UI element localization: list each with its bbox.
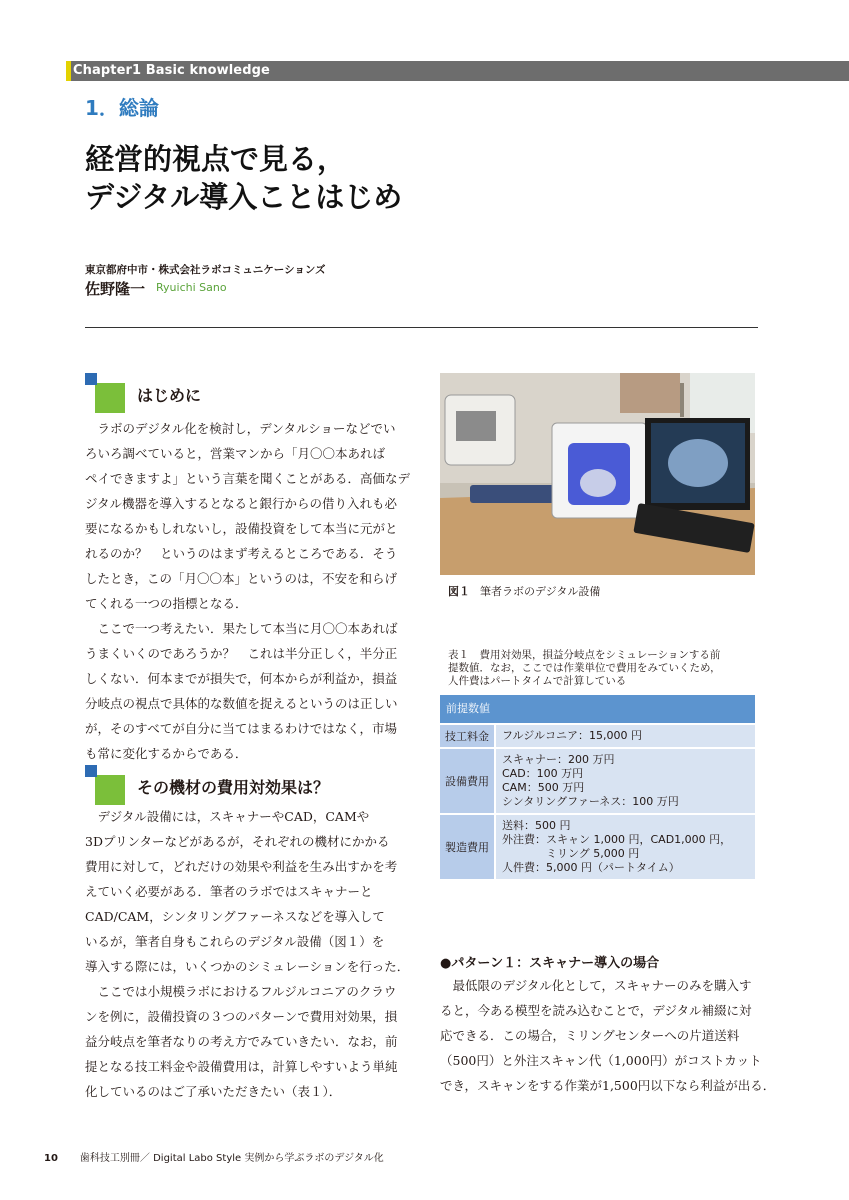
table-header: 前提数値 <box>440 695 755 723</box>
heading-green-square <box>95 383 125 413</box>
text-line: いるが，筆者自身もこれらのデジタル設備（図１）を <box>85 934 385 949</box>
text-line: 応できる．この場合，ミリングセンターへの片道送料 <box>440 1028 740 1043</box>
text-line: 提となる技工料金や設備費用は，計算しやすいよう単純 <box>85 1059 398 1074</box>
figure-caption <box>448 583 600 599</box>
heading-text: その機材の費用対効果は？ <box>137 778 330 797</box>
pattern-heading: ●パターン１：スキャナー導入の場合 <box>440 956 660 971</box>
title-divider <box>85 327 758 328</box>
value-line: CAD：100 万円 <box>502 767 584 780</box>
figure-label: 図１ <box>448 585 470 598</box>
text-line: てくれる一つの指標となる． <box>85 596 248 611</box>
text-line: 分岐点の視点で具体的な数値を捉えるというのは正しい <box>85 696 398 711</box>
row-value <box>496 725 755 747</box>
text-line: 要になるかもしれないし，設備投資をして本当に元がと <box>85 521 398 536</box>
text-line: れるのか？ というのはまず考えるところである．そう <box>85 546 398 561</box>
caption-line: 人件費はパートタイムで計算している <box>448 675 627 687</box>
table-row <box>440 747 755 813</box>
text-line: ると，今ある模型を読み込むことで，デジタル補綴に対 <box>440 1003 752 1018</box>
paragraph <box>85 416 411 766</box>
text-line: えていく必要がある．筆者のラボではスキャナーと <box>85 884 373 899</box>
value-line: スキャナー：200 万円 <box>502 753 615 766</box>
author-name-english: Ryuichi Sano <box>156 281 227 294</box>
value-line: ミリング 5,000 円 <box>502 847 640 860</box>
text-line: うまくいくのであろうか？ これは半分正しく，半分正 <box>85 646 398 661</box>
text-line: CAD/CAM，シンタリングファーネスなどを導入して <box>85 909 385 924</box>
table-row <box>440 813 755 879</box>
text-line: しくない．何本までが損失で，何本からが利益か，損益 <box>85 671 398 686</box>
value-line: フルジルコニア：15,000 円 <box>502 729 642 742</box>
chapter-bar <box>66 61 849 81</box>
page-number: 10 <box>44 1153 58 1164</box>
author-name: 佐野隆一 <box>85 280 146 298</box>
value-line: 人件費：5,000 円（パートタイム） <box>502 861 680 874</box>
publication-title: 歯科技工別冊／ Digital Labo Style 実例から学ぶラボのデジタル化 <box>79 1153 384 1164</box>
article-title <box>85 140 402 216</box>
heading-text: はじめに <box>137 386 202 405</box>
text-line: ろいろ調べていると，営業マンから「月〇〇本あれば <box>85 446 386 461</box>
value-line: 外注費：スキャン 1,000 円，CAD1,000 円， <box>502 833 732 846</box>
text-line: ジタル機器を導入するとなると銀行からの借り入れも必 <box>85 496 398 511</box>
text-line: も常に変化するからである． <box>85 746 248 761</box>
text-line: したとき，この「月〇〇本」というのは，不安を和らげ <box>85 571 398 586</box>
lab-equipment-photo <box>440 373 755 575</box>
text-line: 益分岐点を筆者なりの考え方でみていきたい．なお，前 <box>85 1034 398 1049</box>
row-label: 技工料金 <box>440 725 494 747</box>
text-line: ンを例に，設備投資の３つのパターンで費用対効果，損 <box>85 1009 398 1024</box>
title-line-2: デジタル導入ことはじめ <box>85 180 403 214</box>
text-line: ここでは小規模ラボにおけるフルジルコニアのクラウ <box>97 984 397 999</box>
text-line: ペイできますよ」という言葉を聞くことがある．高価なデ <box>85 471 411 486</box>
caption-line: 提数値．なお，ここでは作業単位で費用をみていくため， <box>448 662 721 674</box>
caption-line: 表１ 費用対効果，損益分岐点をシミュレーションする前 <box>448 649 721 661</box>
text-line: 最低限のデジタル化として，スキャナーのみを購入す <box>452 978 752 993</box>
value-line: 送料：500 円 <box>502 819 571 832</box>
title-line-1: 経営的視点で見る， <box>85 142 347 176</box>
table-row <box>440 723 755 747</box>
text-line: （500円）と外注スキャン代（1,000円）がコストカット <box>440 1053 762 1068</box>
text-line: 3Dプリンターなどがあるが，それぞれの機材にかかる <box>85 834 390 849</box>
text-line: ここで一つ考えたい．果たして本当に月〇〇本あれば <box>97 621 398 636</box>
value-line: シンタリングファーネス：100 万円 <box>502 795 679 808</box>
author-affiliation: 東京都府中市・株式会社ラボコミュニケーションズ <box>85 264 326 276</box>
page-footer <box>44 1149 384 1164</box>
text-line: ラボのデジタル化を検討し，デンタルショーなどでい <box>97 421 396 436</box>
table-caption <box>448 649 753 688</box>
row-value <box>496 749 755 813</box>
section-number: 1．総論 <box>85 96 159 120</box>
pattern-paragraph <box>440 973 776 1098</box>
text-line: が，そのすべてが自分に当てはまるわけではなく，市場 <box>85 721 398 736</box>
text-line: 費用に対して，どれだけの効果や利益を生み出すかを考 <box>85 859 398 874</box>
heading-blue-square <box>85 373 97 385</box>
text-line: デジタル設備には，スキャナーやCAD，CAMや <box>97 809 370 824</box>
text-line: 化しているのはご了承いただきたい（表１）． <box>85 1084 342 1099</box>
heading-green-square <box>95 775 125 805</box>
chapter-accent <box>66 61 71 81</box>
row-label: 製造費用 <box>440 815 494 879</box>
chapter-label: Chapter1 Basic knowledge <box>73 63 270 78</box>
value-line: CAM：500 万円 <box>502 781 585 794</box>
paragraph <box>85 804 410 1104</box>
text-line: でき，スキャンをする作業が1,500円以下なら利益が出る． <box>440 1078 776 1093</box>
heading-blue-square <box>85 765 97 777</box>
row-label: 設備費用 <box>440 749 494 813</box>
figure-caption-text: 筆者ラボのデジタル設備 <box>480 585 601 598</box>
row-value <box>496 815 755 879</box>
photo-illustration <box>440 373 755 575</box>
text-line: 導入する際には，いくつかのシミュレーションを行った． <box>85 959 410 974</box>
premise-table <box>440 695 755 879</box>
